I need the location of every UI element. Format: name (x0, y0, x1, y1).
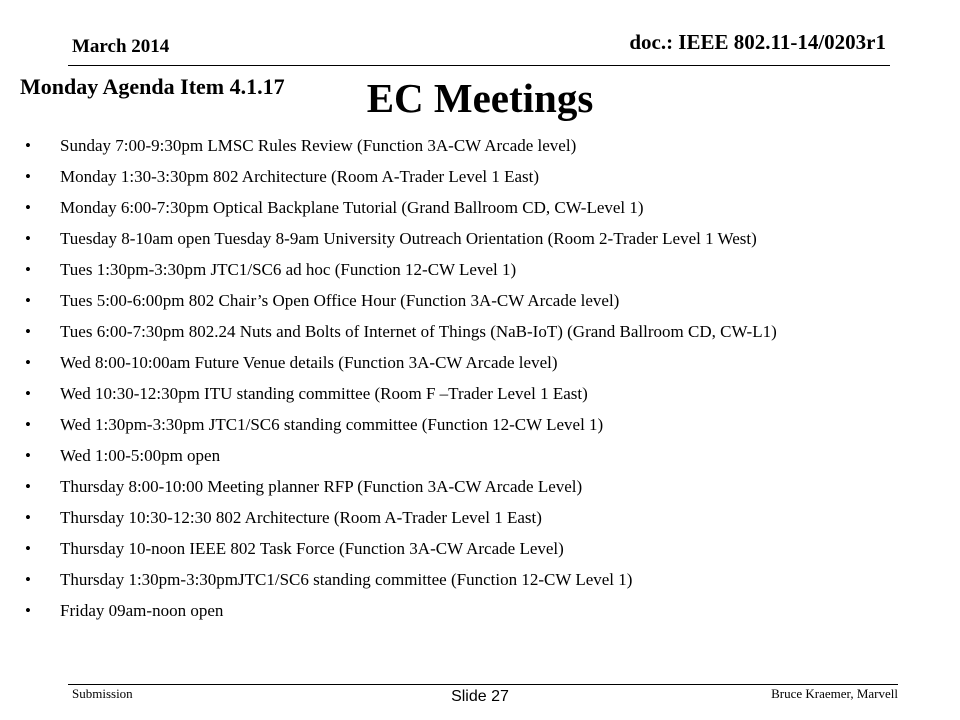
meeting-text: Tues 5:00-6:00pm 802 Chair’s Open Office Hour (Function 3A-CW Arcade level) (60, 291, 620, 310)
meeting-text: Wed 8:00-10:00am Future Venue details (Function 3A-CW Arcade level) (60, 353, 558, 372)
meeting-list-item (25, 351, 940, 374)
meeting-list-item (25, 227, 940, 250)
bullet-icon: • (25, 136, 31, 155)
meeting-text: Wed 1:30pm-3:30pm JTC1/SC6 standing committee (Function 12-CW Level 1) (60, 415, 604, 434)
bullet-icon: • (25, 322, 31, 341)
meeting-list-item (25, 258, 940, 281)
header-date: March 2014 (72, 36, 170, 57)
slide-title: EC Meetings (366, 75, 594, 121)
meeting-list (25, 134, 940, 630)
meeting-text: Tuesday 8-10am open Tuesday 8-9am University Outreach Orientation (Room 2-Trader Level 1 West) (60, 229, 757, 248)
agenda-item-label: Monday Agenda Item 4.1.17 (20, 74, 285, 99)
bullet-icon: • (25, 446, 31, 465)
meeting-text: Friday 09am-noon open (60, 601, 224, 620)
meeting-list-item (25, 320, 940, 343)
meeting-list-item (25, 599, 940, 622)
meeting-text: Monday 1:30-3:30pm 802 Architecture (Room A-Trader Level 1 East) (60, 167, 540, 186)
bullet-icon: • (25, 167, 31, 186)
meeting-list-item (25, 444, 940, 467)
bullet-icon: • (25, 353, 31, 372)
bullet-icon: • (25, 570, 31, 589)
meeting-list-item (25, 475, 940, 498)
meeting-text: Sunday 7:00-9:30pm LMSC Rules Review (Function 3A-CW Arcade level) (60, 136, 577, 155)
meeting-list-item (25, 382, 940, 405)
footer-submission: Submission (72, 686, 133, 701)
meeting-text: Tues 1:30pm-3:30pm JTC1/SC6 ad hoc (Function 12-CW Level 1) (60, 260, 517, 279)
bullet-icon: • (25, 291, 31, 310)
bullet-icon: • (25, 601, 31, 620)
meeting-list-item (25, 413, 940, 436)
meeting-list-item (25, 537, 940, 560)
header-doc-id: doc.: IEEE 802.11-14/0203r1 (629, 30, 886, 54)
bullet-icon: • (25, 415, 31, 434)
bullet-icon: • (25, 508, 31, 527)
bullet-icon: • (25, 229, 31, 248)
meeting-text: Thursday 10:30-12:30 802 Architecture (Room A-Trader Level 1 East) (60, 508, 542, 527)
bullet-icon: • (25, 198, 31, 217)
footer-author: Bruce Kraemer, Marvell (771, 686, 898, 701)
bullet-icon: • (25, 260, 31, 279)
meeting-text: Wed 10:30-12:30pm ITU standing committee (Room F –Trader Level 1 East) (60, 384, 588, 403)
bullet-icon: • (25, 384, 31, 403)
footer-divider (68, 684, 898, 685)
header-divider (68, 65, 890, 66)
meeting-text: Monday 6:00-7:30pm Optical Backplane Tutorial (Grand Ballroom CD, CW-Level 1) (60, 198, 644, 217)
meeting-list-item (25, 196, 940, 219)
meeting-list-item (25, 134, 940, 157)
meeting-text: Wed 1:00-5:00pm open (60, 446, 221, 465)
meeting-list-item (25, 165, 940, 188)
bullet-icon: • (25, 539, 31, 558)
bullet-icon: • (25, 477, 31, 496)
slide-number: Slide 27 (451, 688, 509, 705)
meeting-text: Thursday 10-noon IEEE 802 Task Force (Function 3A-CW Arcade Level) (60, 539, 564, 558)
meeting-text: Thursday 1:30pm-3:30pmJTC1/SC6 standing committee (Function 12-CW Level 1) (60, 570, 633, 589)
meeting-text: Tues 6:00-7:30pm 802.24 Nuts and Bolts of Internet of Things (NaB-IoT) (Grand Ballroom CD, CW-L1) (60, 322, 777, 341)
meeting-list-item (25, 289, 940, 312)
meeting-text: Thursday 8:00-10:00 Meeting planner RFP (Function 3A-CW Arcade Level) (60, 477, 583, 496)
meeting-list-item (25, 568, 940, 591)
meeting-list-item (25, 506, 940, 529)
